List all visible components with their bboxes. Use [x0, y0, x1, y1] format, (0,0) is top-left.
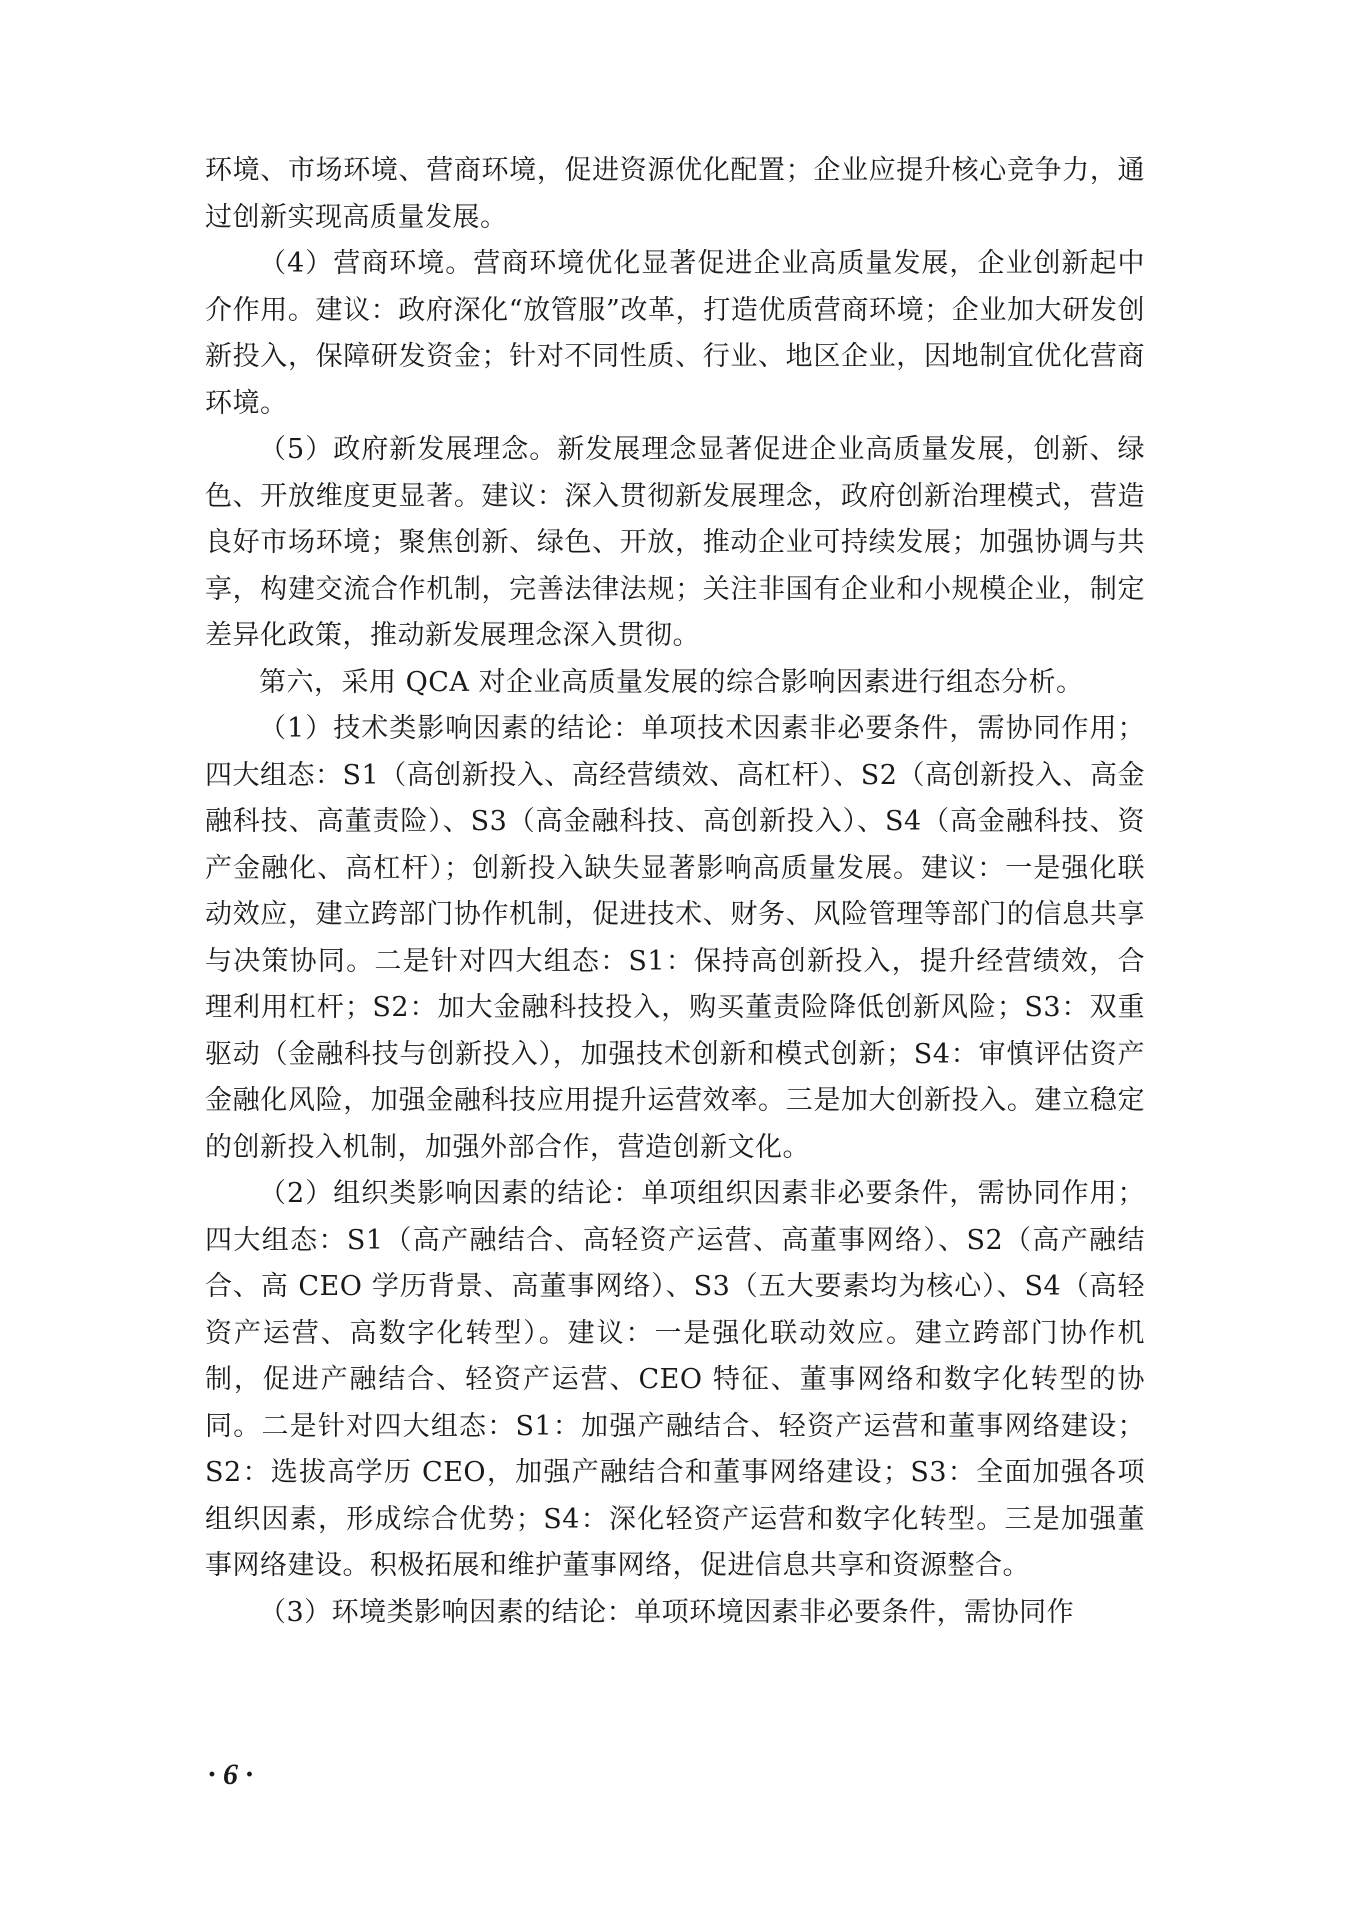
paragraph-new-development-concept: （5）政府新发展理念。新发展理念显著促进企业高质量发展，创新、绿色、开放维度更显著。建议：深入贯彻新发展理念，政府创新治理模式，营造良好市场环境；聚焦创新、绿色、开放，推动企业可持续发展；加强协调与共享，构建交流合作机制，完善法律法规；关注非国有企业和小规模企业，制定差异化政策，推动新发展理念深入贯彻。 — [205, 434, 1145, 651]
paragraph-environmental-factors: （3）环境类影响因素的结论：单项环境因素非必要条件，需协同作 — [259, 1596, 1075, 1628]
paragraph-business-environment: （4）营商环境。营商环境优化显著促进企业高质量发展，企业创新起中介作用。建议：政府深化“放管服”改革，打造优质营商环境；企业加大研发创新投入，保障研发资金；针对不同性质、行业、地区企业，因地制宜优化营商环境。 — [205, 248, 1145, 419]
paragraph-continuation: 环境、市场环境、营商环境，促进资源优化配置；企业应提升核心竞争力，通过创新实现高质量发展。 — [205, 155, 1145, 233]
page-number: · 6 · — [208, 1758, 253, 1791]
document-body — [205, 148, 1145, 1636]
paragraph-qca-intro: 第六，采用 QCA 对企业高质量发展的综合影响因素进行组态分析。 — [259, 666, 1084, 698]
paragraph-technical-factors: （1）技术类影响因素的结论：单项技术因素非必要条件，需协同作用；四大组态：S1（高创新投入、高经营绩效、高杠杆）、S2（高创新投入、高金融科技、高董责险）、S3（高金融科技、高创新投入）、S4（高金融科技、资产金融化、高杠杆）；创新投入缺失显著影响高质量发展。建议：一是强化联动效应，建立跨部门协作机制，促进技术、财务、风险管理等部门的信息共享与决策协同。二是针对四大组态：S1：保持高创新投入，提升经营绩效，合理利用杠杆；S2：加大金融科技投入，购买董责险降低创新风险；S3：双重驱动（金融科技与创新投入），加强技术创新和模式创新；S4：审慎评估资产金融化风险，加强金融科技应用提升运营效率。三是加大创新投入。建立稳定的创新投入机制，加强外部合作，营造创新文化。 — [205, 713, 1145, 1163]
paragraph-organizational-factors: （2）组织类影响因素的结论：单项组织因素非必要条件，需协同作用；四大组态：S1（高产融结合、高轻资产运营、高董事网络）、S2（高产融结合、高 CEO 学历背景、高董事网络）、S3（五大要素均为核心）、S4（高轻资产运营、高数字化转型）。建议：一是强化联动效应。建立跨部门协作机制，促进产融结合、轻资产运营、CEO 特征、董事网络和数字化转型的协同。二是针对四大组态：S1：加强产融结合、轻资产运营和董事网络建设；S2：选拔高学历 CEO，加强产融结合和董事网络建设；S3：全面加强各项组织因素，形成综合优势；S4：深化轻资产运营和数字化转型。三是加强董事网络建设。积极拓展和维护董事网络，促进信息共享和资源整合。 — [205, 1178, 1145, 1581]
